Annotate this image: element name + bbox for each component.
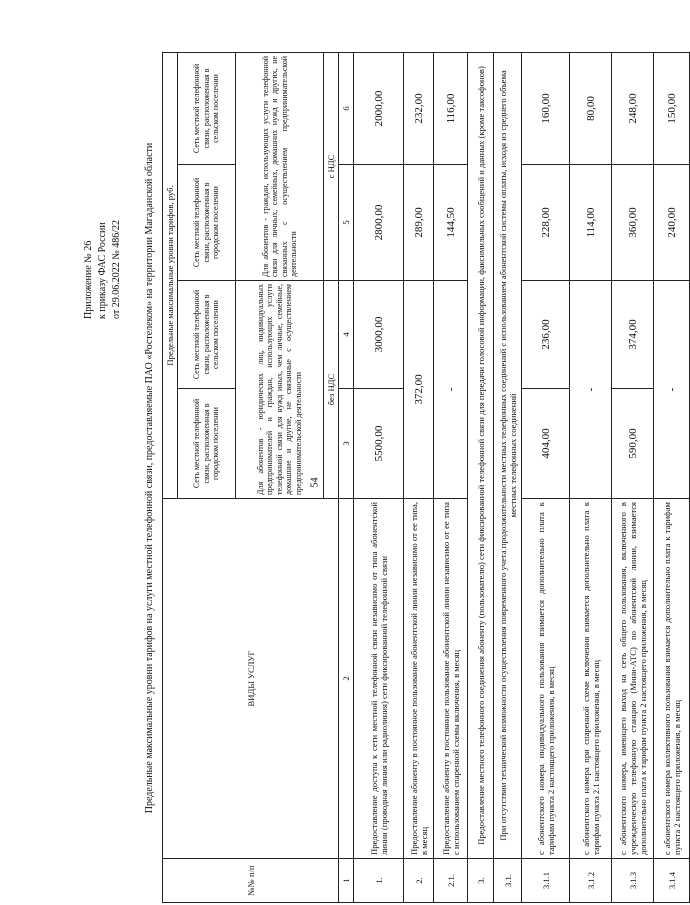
row-number: 3.1.3 — [612, 859, 654, 903]
row-service: с абонентского номера при спаренной схеме включения взимается дополнительно плата к тарифам пункта 2.1 настоящего приложения, в месяц — [570, 499, 612, 859]
table-row — [494, 52, 522, 902]
row-number: 2.1. — [434, 859, 468, 903]
tariff-value: - — [434, 281, 468, 499]
tariff-value: 3000,00 — [354, 281, 404, 389]
index-cell: 3 — [339, 389, 354, 499]
tariff-value: 160,00 — [522, 52, 570, 164]
row-number: 3.1.2 — [570, 859, 612, 903]
tariff-value: 232,00 — [404, 52, 434, 164]
header-max-tariffs: Предельные максимальные уровни тарифов, руб. — [163, 52, 178, 498]
tariff-value: 289,00 — [404, 165, 434, 281]
section-heading: При отсутствии технической возможности осуществления повременного учета продолжительности местных телефонных соединений с использованием абонентской системы оплаты, исходя из среднего объема местных телефонных соединений — [494, 52, 522, 858]
table-row — [354, 52, 404, 902]
annex-line-2: к приказу ФАС России — [97, 222, 108, 319]
row-number: 3.1.4 — [654, 859, 690, 903]
header-city-legal: Сеть местной телефонной связи, расположенная в городском поселении — [178, 389, 236, 499]
row-number: 2. — [404, 859, 434, 903]
annex-line-1: Приложение № 26 — [83, 240, 94, 319]
table-row — [404, 52, 434, 902]
tariff-value: 2000,00 — [354, 52, 404, 164]
header-number: №№ п/п — [163, 859, 339, 903]
row-service: с абонентского номера индивидуального пользования взимается дополнительно плата к тарифам пункта 2 настоящего приложения, в месяц — [522, 499, 570, 859]
tariff-value: - — [570, 281, 612, 499]
tariff-value: 360,00 — [612, 165, 654, 281]
header-with-vat: с НДС — [324, 52, 339, 280]
tariff-value: - — [654, 281, 690, 499]
tariff-value: 80,00 — [570, 52, 612, 164]
index-cell: 6 — [339, 52, 354, 164]
tariff-value: 116,00 — [434, 52, 468, 164]
tariff-value: 590,00 — [612, 389, 654, 499]
row-number: 1. — [354, 859, 404, 903]
header-without-vat: без НДС — [324, 281, 339, 499]
row-service: с абонентского номера, имеющего выход на сеть общего пользования, включенного в учрежденческую телефонную станцию (Мини-АТС) по абонентской линии, взимается дополнительно плата к тарифам пункта 2 настоящего приложения, в месяц — [612, 499, 654, 859]
header-rural-citizens: Сеть местной телефонной связи, расположенная в сельском поселении — [178, 52, 236, 164]
tariff-value: 114,00 — [570, 165, 612, 281]
tariff-value: 374,00 — [612, 281, 654, 389]
annex-block — [82, 89, 124, 319]
row-service: Предоставление абоненту в постоянное пользование абонентской линии независимо от ее типа с использованием спаренной схемы включения, в месяц — [434, 499, 468, 859]
tariff-value: 2800,00 — [354, 165, 404, 281]
document-title: Предельные максимальные уровни тарифов на услуги местной телефонной связи, предоставляемые ПАО «Ростелеком» на территории Магаданской области — [144, 142, 155, 814]
tariff-value: 144,50 — [434, 165, 468, 281]
row-number: 3.1. — [494, 859, 522, 903]
tariff-value: 228,00 — [522, 165, 570, 281]
table-row — [570, 52, 612, 902]
index-cell: 5 — [339, 165, 354, 281]
index-cell: 2 — [339, 499, 354, 859]
tariff-value: 240,00 — [654, 165, 690, 281]
header-services: ВИДЫ УСЛУГ — [163, 499, 339, 859]
table-row — [434, 52, 468, 902]
header-city-citizens: Сеть местной телефонной связи, расположенная в городском поселении — [178, 165, 236, 281]
table-row — [468, 52, 494, 902]
table-row — [654, 52, 690, 902]
row-service: Предоставление абоненту в постоянное пользование абонентской линии независимо от ее типа, в месяц — [404, 499, 434, 859]
row-service: Предоставление доступа к сети местной телефонной связи независимо от типа абонентской линии (проводная линия или радиолиния) сети фиксированной телефонной связи — [354, 499, 404, 859]
tariff-value: 150,00 — [654, 52, 690, 164]
tariff-value: 5500,00 — [354, 389, 404, 499]
table-row — [612, 52, 654, 902]
header-group-citizens: Для абонентов - граждан, использующих услуги телефонной связи для личных, семейных, домашних нужд и других, не связанных с осуществлением предпринимательской деятельности — [236, 52, 324, 280]
row-service: с абонентского номера коллективного пользования взимается дополнительно плата к тарифам пункта 2 настоящего приложения, в месяц — [654, 499, 690, 859]
annex-line-3: от 29.06.2022 № 486/22 — [111, 219, 122, 319]
row-number: 3. — [468, 859, 494, 903]
rotated-document — [82, 53, 682, 903]
header-group-legal: Для абонентов - юридических лиц, индивидуальных предпринимателей и граждан, использующих услуги телефонной связи для нужд иных, чем личные, семейные, домашние и другие, не связанные с осуществлением предпринимательской деятельности — [236, 281, 324, 499]
index-cell: 4 — [339, 281, 354, 389]
tariff-value: 372,00 — [404, 281, 434, 499]
section-heading: Предоставление местного телефонного соединения абоненту (пользователю) сети фиксированной телефонной связи для передачи голосовой информации, факсимильных сообщений и данных (кроме таксофонов) — [468, 52, 494, 858]
tariff-value: 404,00 — [522, 389, 570, 499]
row-number: 3.1.1 — [522, 859, 570, 903]
header-rural-legal: Сеть местной телефонной связи, расположенная в сельском поселении — [178, 281, 236, 389]
table-row — [522, 52, 570, 902]
tariff-table — [162, 52, 690, 903]
tariff-value: 248,00 — [612, 52, 654, 164]
page-number: 54 — [309, 477, 321, 488]
tariff-value: 236,00 — [522, 281, 570, 389]
index-cell: 1 — [339, 859, 354, 903]
